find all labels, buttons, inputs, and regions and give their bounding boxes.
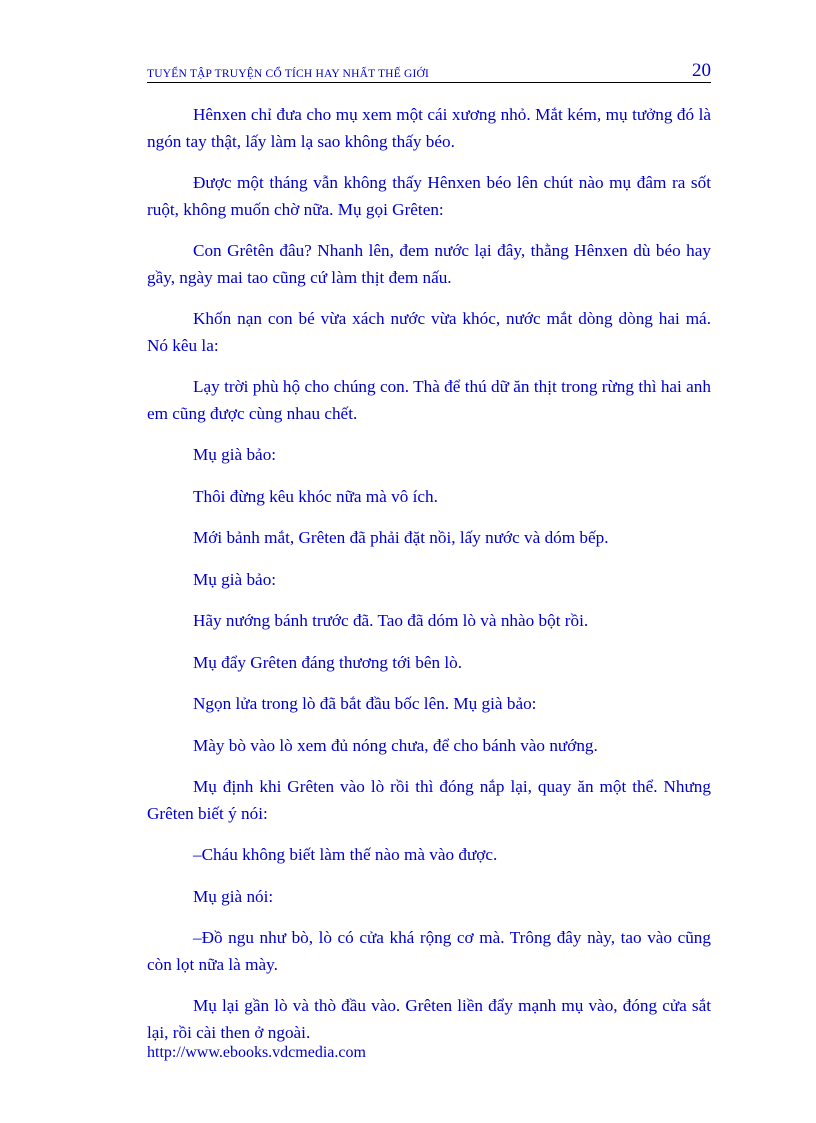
paragraph: –Cháu không biết làm thế nào mà vào được. (193, 845, 498, 864)
paragraph: Mới bảnh mắt, Grêten đã phải đặt nồi, lấy nước và dóm bếp. (193, 528, 609, 547)
paragraph: Hãy nướng bánh trước đã. Tao đã dóm lò và nhào bột rồi. (193, 611, 589, 630)
paragraph: Khốn nạn con bé vừa xách nước vừa khóc, nước mắt dòng dòng hai má. Nó kêu la: (147, 309, 711, 355)
paragraph: Mụ già bảo: (193, 569, 277, 589)
paragraph: Hênxen chỉ đưa cho mụ xem một cái xương nhỏ. Mắt kém, mụ tưởng đó là ngón tay thật, lấy làm lạ sao không thấy béo. (147, 105, 711, 151)
paragraph: Mụ lại gần lò và thò đầu vào. Grêten liền đẩy mạnh mụ vào, đóng cửa sắt lại, rồi cài then ở ngoài. (147, 996, 711, 1042)
paragraph: Lạy trời phù hộ cho chúng con. Thà để thú dữ ăn thịt trong rừng thì hai anh em cũng được cùng nhau chết. (147, 377, 711, 423)
paragraph: –Đồ ngu như bò, lò có cửa khá rộng cơ mà. Trông đây này, tao vào cũng còn lọt nữa là mày. (147, 928, 711, 974)
paragraph: Con Grêtên đâu? Nhanh lên, đem nước lại đây, thằng Hênxen dù béo hay gầy, ngày mai tao cũng cứ làm thịt đem nấu. (147, 241, 711, 287)
paragraph: Mụ định khi Grêten vào lò rồi thì đóng nắp lại, quay ăn một thể. Nhưng Grêten biết ý nói: (147, 777, 711, 823)
page-number: 20 (692, 60, 711, 81)
paragraph: Mày bò vào lò xem đủ nóng chưa, để cho bánh vào nướng. (193, 735, 598, 755)
paragraph: Mụ đẩy Grêten đáng thương tới bên lò. (193, 652, 463, 672)
footer-url[interactable]: http://www.ebooks.vdcmedia.com (147, 1044, 366, 1061)
paragraph: Thôi đừng kêu khóc nữa mà vô ích. (193, 486, 438, 506)
page-header (147, 60, 711, 83)
paragraph: Mụ già nói: (193, 886, 274, 906)
page-body (147, 102, 711, 1061)
paragraph: Được một tháng vẫn không thấy Hênxen béo lên chút nào mụ đâm ra sốt ruột, không muốn chờ nữa. Mụ gọi Grêten: (147, 173, 711, 219)
paragraph: Ngọn lửa trong lò đã bắt đầu bốc lên. Mụ già bảo: (193, 694, 537, 713)
paragraph: Mụ già bảo: (193, 445, 277, 464)
book-title: TUYỂN TẬP TRUYỆN CỔ TÍCH HAY NHẤT THẾ GIỚI (147, 68, 430, 80)
